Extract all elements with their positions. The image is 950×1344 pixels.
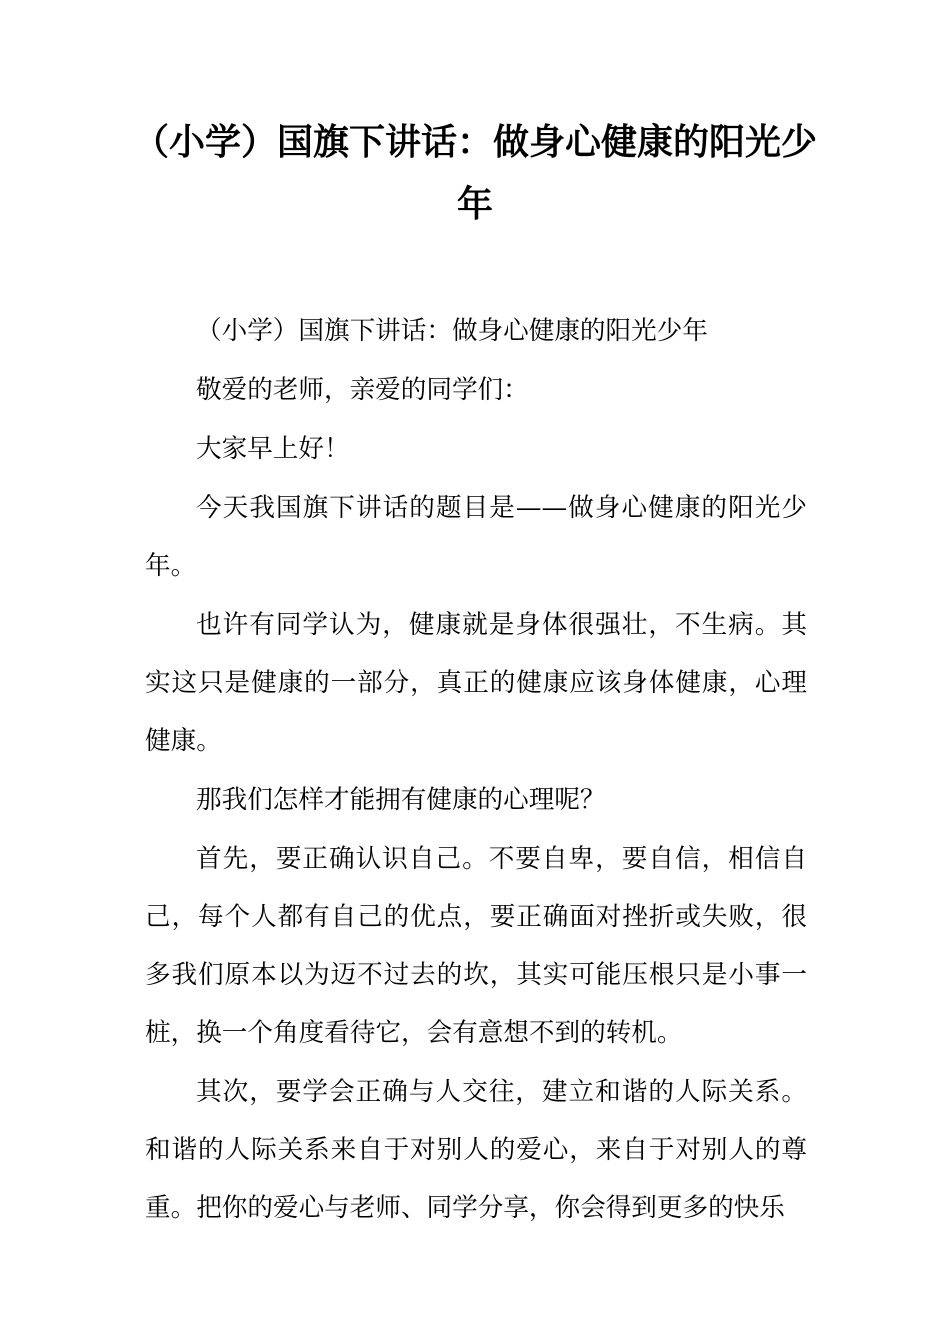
document-title: （小学）国旗下讲话：做身心健康的阳光少年 [132,122,817,225]
paragraph-greeting: 大家早上好！ [196,434,350,464]
paragraph-first-point: 首先，要正确认识自己。不要自卑，要自信，相信自己，每个人都有自己的优点，要正确面对挫折或失败，很多我们原本以为迈不过去的坎，其实可能压根只是小事一桩，换一个角度看待它，会有意想不到的转机。 [145,844,807,1048]
paragraph-salutation: 敬爱的老师，亲爱的同学们： [196,375,529,405]
paragraph-health-definition: 也许有同学认为，健康就是身体很强壮，不生病。其实这只是健康的一部分，真正的健康应该身体健康，心理健康。 [145,610,807,756]
paragraph-subtitle: （小学）国旗下讲话：做身心健康的阳光少年 [196,316,708,346]
paragraph-second-point: 其次，要学会正确与人交往，建立和谐的人际关系。和谐的人际关系来自于对别人的爱心，来自于对别人的尊重。把你的爱心与老师、同学分享，你会得到更多的快乐 [145,1077,807,1223]
paragraph-question: 那我们怎样才能拥有健康的心理呢？ [196,785,606,815]
document-body [145,302,807,1238]
paragraph-topic: 今天我国旗下讲话的题目是——做身心健康的阳光少年。 [145,493,807,581]
